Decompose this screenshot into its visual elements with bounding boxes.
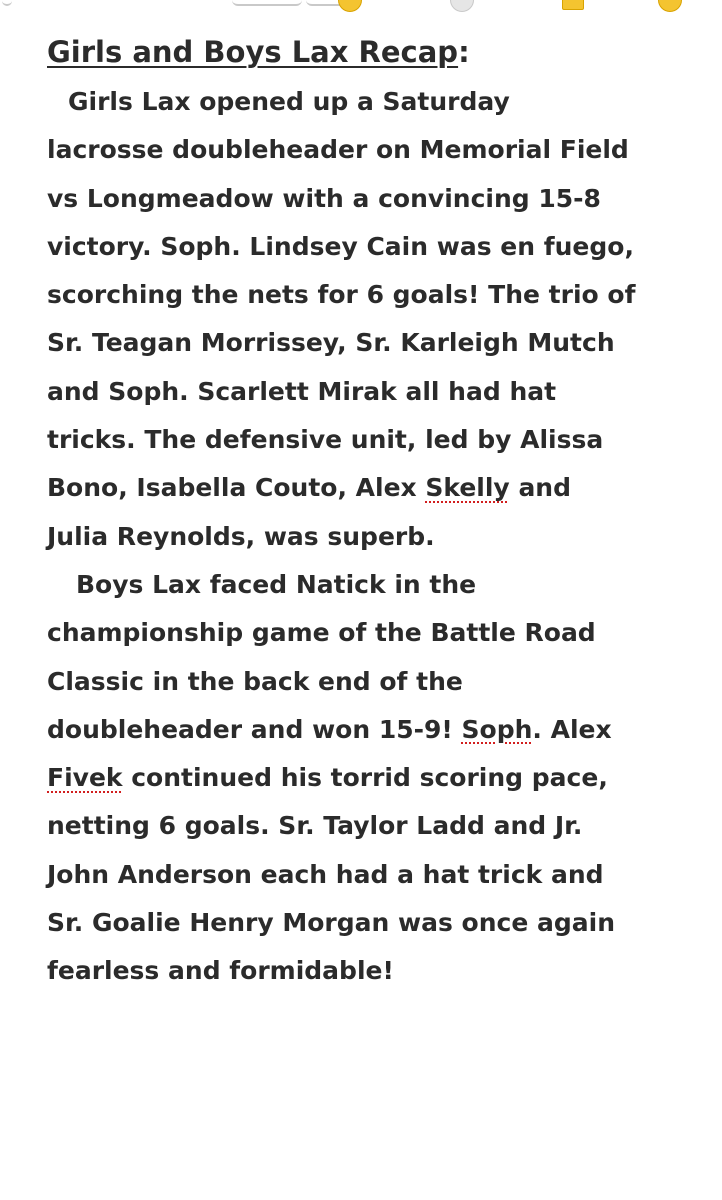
line-text: . Alex	[532, 714, 612, 744]
line-text: continued his torrid scoring pace,	[122, 763, 608, 793]
paragraph-line: and Soph. Scarlett Mirak all had hat	[47, 376, 557, 406]
paragraph-line: Sr. Teagan Morrissey, Sr. Karleigh Mutch	[47, 328, 615, 358]
cropped-icon-fragment	[2, 0, 12, 6]
paragraph-line: championship game of the Battle Road	[47, 618, 596, 648]
cropped-text-fragment	[232, 0, 302, 6]
line-text: doubleheader and won 15-9!	[47, 714, 462, 744]
note-body[interactable]	[47, 26, 687, 996]
misspelled-word[interactable]: Fivek	[47, 763, 123, 793]
emoji-icon	[338, 0, 362, 12]
paragraph-line: John Anderson each had a hat trick and	[47, 859, 604, 889]
paragraph-line: Classic in the back end of the	[47, 666, 463, 696]
page-title	[47, 26, 687, 78]
line-text: Bono, Isabella Couto, Alex	[47, 473, 426, 503]
paragraph-line	[47, 754, 687, 802]
paragraph-line: Julia Reynolds, was superb.	[47, 521, 435, 551]
girls-lax-paragraph	[47, 78, 687, 561]
top-cropped-toolbar-strip	[0, 0, 722, 12]
paragraph-line: Sr. Goalie Henry Morgan was once again	[47, 908, 615, 938]
title-text: Girls and Boys Lax Recap	[47, 35, 459, 69]
line-text: Boys Lax faced Natick in the	[76, 569, 477, 599]
title-colon: :	[458, 35, 470, 69]
paragraph-line: vs Longmeadow with a convincing 15-8	[47, 183, 601, 213]
paragraph-line: scorching the nets for 6 goals! The trio of	[47, 280, 636, 310]
note-icon	[562, 0, 584, 10]
line-text: and	[509, 473, 572, 503]
paragraph-line	[47, 561, 687, 609]
misspelled-word[interactable]: Soph	[461, 714, 533, 744]
circle-icon	[450, 0, 474, 12]
paragraph-line: netting 6 goals. Sr. Taylor Ladd and Jr.	[47, 811, 583, 841]
line-text: Girls Lax opened up a Saturday	[68, 87, 510, 116]
emoji-icon	[658, 0, 682, 12]
paragraph-line: fearless and formidable!	[47, 956, 394, 986]
misspelled-word[interactable]: Skelly	[425, 473, 510, 503]
paragraph-line	[47, 706, 687, 754]
boys-lax-paragraph	[47, 561, 687, 996]
paragraph-line: lacrosse doubleheader on Memorial Field	[47, 135, 629, 165]
paragraph-line	[47, 78, 687, 126]
paragraph-line: victory. Soph. Lindsey Cain was en fuego,	[47, 231, 634, 261]
paragraph-line	[47, 464, 687, 512]
paragraph-line: tricks. The defensive unit, led by Alissa	[47, 425, 604, 455]
